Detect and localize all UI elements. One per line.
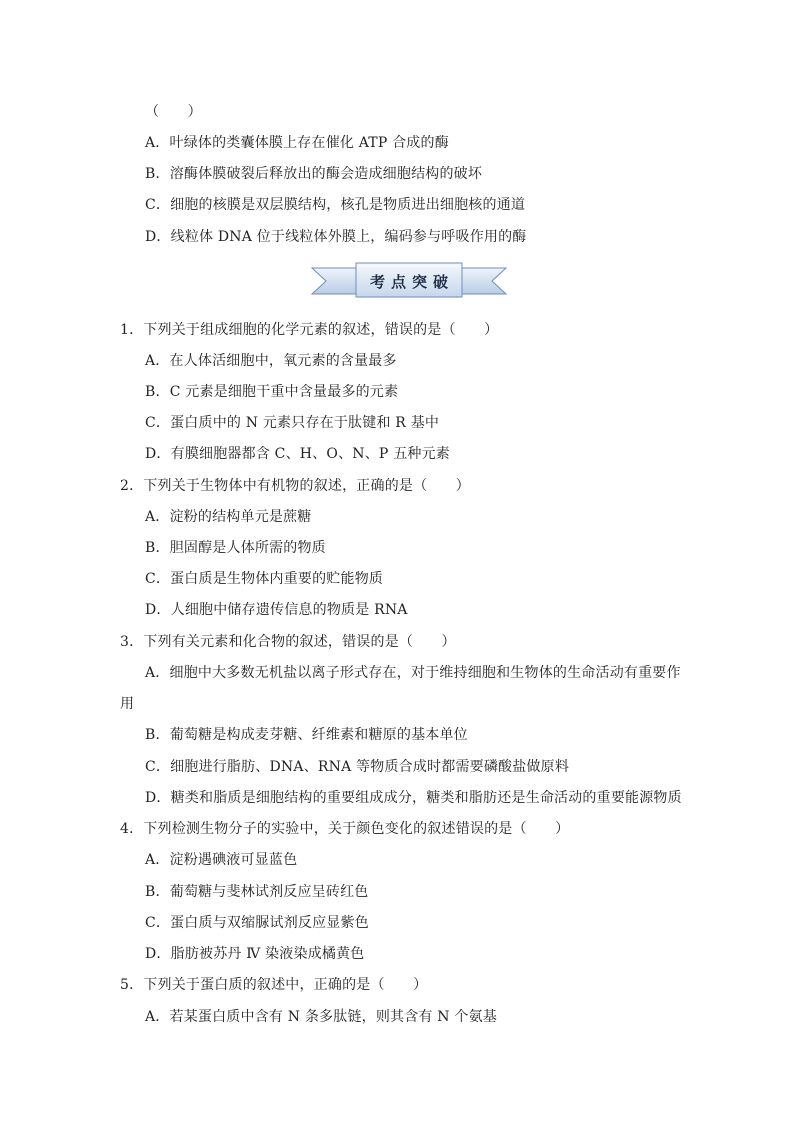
question-3-stem: 3．下列有关元素和化合物的叙述，错误的是（ ） bbox=[120, 634, 456, 650]
question-5-option-a: A．若某蛋白质中含有 N 条多肽链，则其含有 N 个氨基 bbox=[145, 1009, 498, 1025]
prev-question-bracket: （ ） bbox=[145, 104, 202, 120]
question-2-option-d: D．人细胞中储存遗传信息的物质是 RNA bbox=[145, 602, 408, 618]
banner-title: 考点突破 bbox=[369, 272, 454, 291]
question-1-option-a: A．在人体活细胞中，氧元素的含量最多 bbox=[145, 353, 397, 369]
prev-option-a: A．叶绿体的类囊体膜上存在催化 ATP 合成的酶 bbox=[145, 135, 449, 151]
prev-option-d: D．线粒体 DNA 位于线粒体外膜上，编码参与呼吸作用的酶 bbox=[145, 229, 527, 245]
question-2-stem: 2．下列关于生物体中有机物的叙述，正确的是（ ） bbox=[120, 478, 470, 494]
question-2-option-b: B．胆固醇是人体所需的物质 bbox=[145, 540, 326, 556]
question-1-stem: 1．下列关于组成细胞的化学元素的叙述，错误的是（ ） bbox=[120, 322, 499, 338]
question-3-option-c: C．细胞进行脂肪、DNA、RNA 等物质合成时都需要磷酸盐做原料 bbox=[145, 759, 570, 775]
question-1-option-d: D．有膜细胞器都含 C、H、O、N、P 五种元素 bbox=[145, 446, 450, 462]
question-1-option-c: C．蛋白质中的 N 元素只存在于肽键和 R 基中 bbox=[145, 415, 440, 431]
question-4-option-a: A．淀粉遇碘液可显蓝色 bbox=[145, 852, 298, 868]
question-3-option-a-continued: 用 bbox=[120, 696, 135, 712]
question-4-option-b: B．葡萄糖与斐林试剂反应呈砖红色 bbox=[145, 884, 369, 900]
prev-option-c: C．细胞的核膜是双层膜结构，核孔是物质进出细胞核的通道 bbox=[145, 197, 526, 213]
prev-option-b: B．溶酶体膜破裂后释放出的酶会造成细胞结构的破坏 bbox=[145, 166, 483, 182]
question-3-option-b: B．葡萄糖是构成麦芽糖、纤维素和糖原的基本单位 bbox=[145, 727, 468, 743]
question-4-option-c: C．蛋白质与双缩脲试剂反应显紫色 bbox=[145, 915, 369, 931]
question-3-option-a: A．细胞中大多数无机盐以离子形式存在，对于维持细胞和生物体的生命活动有重要作 bbox=[145, 665, 681, 681]
question-4-option-d: D．脂肪被苏丹 Ⅳ 染液染成橘黄色 bbox=[145, 946, 365, 962]
question-3-option-d: D．糖类和脂质是细胞结构的重要组成成分，糖类和脂肪还是生命活动的重要能源物质 bbox=[145, 790, 682, 806]
question-4-stem: 4．下列检测生物分子的实验中，关于颜色变化的叙述错误的是（ ） bbox=[120, 821, 570, 837]
question-5-stem: 5．下列关于蛋白质的叙述中，正确的是（ ） bbox=[120, 977, 428, 993]
question-2-option-a: A．淀粉的结构单元是蔗糖 bbox=[145, 509, 312, 525]
question-1-option-b: B．C 元素是细胞干重中含量最多的元素 bbox=[145, 384, 399, 400]
section-banner bbox=[310, 262, 508, 300]
question-2-option-c: C．蛋白质是生物体内重要的贮能物质 bbox=[145, 571, 384, 587]
